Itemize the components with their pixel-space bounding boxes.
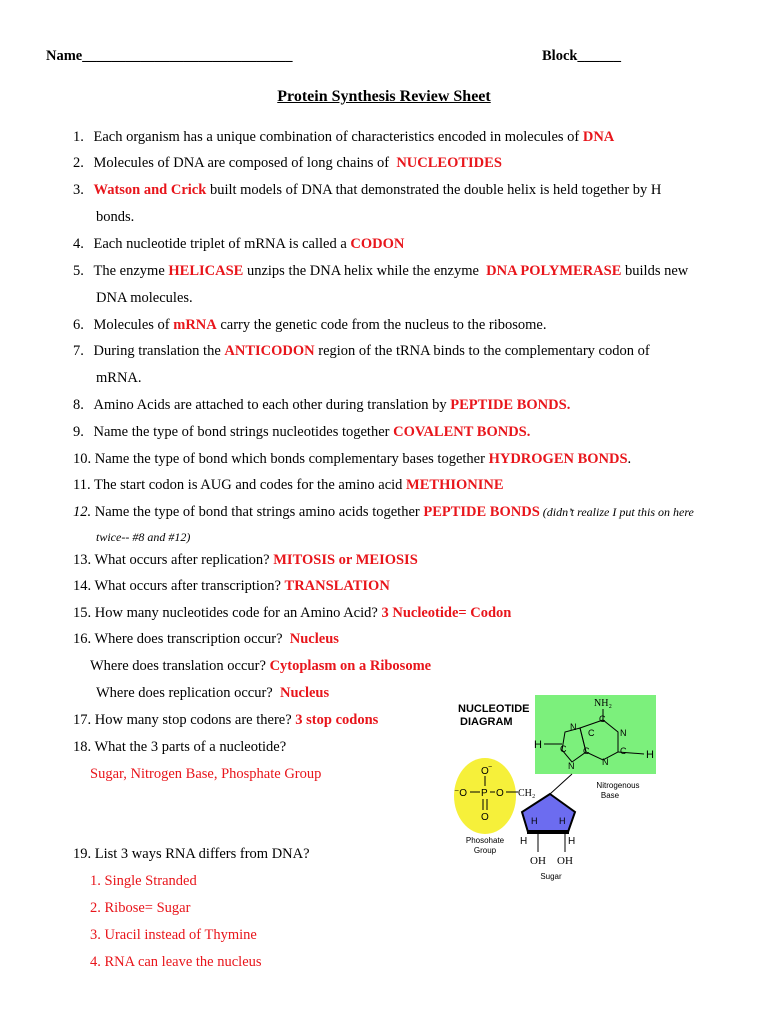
question-15: 15. How many nucleotides code for an Amino Acid? 3 Nucleotide= Codon (73, 605, 512, 621)
phosphate-group-label: Group (473, 846, 497, 855)
atom-label: N (620, 728, 627, 738)
question-7-continuation: mRNA. (96, 370, 142, 386)
diagram-title: NUCLEOTIDE (458, 703, 530, 715)
answer-8: PEPTIDE BONDS. (450, 397, 571, 413)
question-7: 7. During translation the ANTICODON region of the tRNA binds to the complementary codon of (73, 343, 650, 359)
question-11: 11. The start codon is AUG and codes for the amino acid METHIONINE (73, 477, 504, 493)
answer-15: 3 Nucleotide= Codon (381, 605, 512, 621)
question-10: 10. Name the type of bond which bonds complementary bases together HYDROGEN BONDS. (73, 451, 632, 467)
nucleotide-diagram (440, 692, 662, 884)
answer-16a: Nucleus (289, 631, 339, 647)
block-field-label: Block______ (542, 48, 621, 64)
question-18: 18. What the 3 parts of a nucleotide? (73, 739, 287, 755)
question-3-continuation: bonds. (96, 209, 135, 225)
question-13: 13. What occurs after replication? MITOSIS or MEIOSIS (73, 552, 418, 568)
atom-label: H (568, 836, 576, 847)
atom-label: H (520, 836, 528, 847)
answer-19-item: 2. Ribose= Sugar (90, 900, 191, 916)
atom-label: N (602, 757, 609, 767)
answer-10: HYDROGEN BONDS (488, 451, 628, 467)
answer-4: CODON (350, 236, 405, 252)
question-16: 16. Where does transcription occur? Nucleus (73, 631, 339, 647)
question-5-continuation: DNA molecules. (96, 290, 193, 306)
sugar-pentagon (522, 794, 575, 832)
question-12-continuation: twice-- #8 and #12) (96, 530, 191, 544)
oh-label: OH (557, 855, 573, 867)
nitrogenous-base-label: Nitrogenous (596, 781, 640, 790)
question-5: 5. The enzyme HELICASE unzips the DNA helix while the enzyme DNA POLYMERASE builds new (73, 263, 689, 279)
name-field-label: Name_____________________________ (46, 48, 293, 64)
answer-11: METHIONINE (406, 477, 504, 493)
oh-label: OH (530, 855, 546, 867)
question-8: 8. Amino Acids are attached to each other during translation by PEPTIDE BONDS. (73, 397, 571, 413)
ch2-label: CH₂ (518, 788, 536, 799)
atom-label: C (620, 746, 627, 756)
svg-text:⁻O: ⁻O (454, 788, 468, 799)
atom-label: C (599, 714, 606, 724)
atom-label: H (534, 739, 542, 751)
answer-2: NUCLEOTIDES (396, 155, 502, 171)
atom-label: C (560, 744, 567, 754)
answer-3: Watson and Crick (93, 182, 207, 198)
answer-19-item: 1. Single Stranded (90, 873, 197, 889)
answer-17: 3 stop codons (295, 712, 379, 728)
question-17: 17. How many stop codons are there? 3 stop codons (73, 712, 379, 728)
question-16-translation: Where does translation occur? Cytoplasm on a Ribosome (90, 658, 432, 674)
atom-label: H (531, 816, 538, 826)
question-9: 9. Name the type of bond strings nucleotides together COVALENT BONDS. (73, 424, 531, 440)
question-12-note: (didn’t realize I put this on here (539, 505, 694, 519)
answer-13: MITOSIS or MEIOSIS (273, 552, 418, 568)
atom-label: N (570, 722, 577, 732)
atom-label: H (646, 749, 654, 761)
diagram-title: DIAGRAM (460, 716, 513, 728)
question-12: 12. Name the type of bond that strings amino acids together PEPTIDE BONDS (didn’t realize I put this on here (73, 504, 694, 520)
answer-6: mRNA (173, 317, 217, 333)
answer-16c: Nucleus (279, 685, 330, 701)
page-title: Protein Synthesis Review Sheet (277, 88, 491, 105)
svg-text:−: − (488, 764, 493, 771)
question-19: 19. List 3 ways RNA differs from DNA? (73, 846, 310, 862)
question-4: 4. Each nucleotide triplet of mRNA is called a CODON (73, 236, 405, 252)
answer-9: COVALENT BONDS. (393, 424, 531, 440)
answer-7: ANTICODON (224, 343, 315, 359)
answer-19-item: 4. RNA can leave the nucleus (90, 954, 262, 970)
answer-1: DNA (582, 129, 615, 145)
svg-text:O: O (496, 788, 504, 799)
answer-5b: DNA POLYMERASE (486, 263, 622, 279)
question-3: 3. Watson and Crick built models of DNA that demonstrated the double helix is held together by H (73, 182, 662, 198)
atom-label: C (583, 746, 590, 756)
atom-label: C (588, 728, 595, 738)
answer-5a: HELICASE (168, 263, 244, 279)
svg-text:O: O (481, 812, 489, 823)
answer-19-item: 3. Uracil instead of Thymine (90, 927, 257, 943)
svg-text:P: P (481, 788, 488, 799)
question-6: 6. Molecules of mRNA carry the genetic code from the nucleus to the ribosome. (73, 317, 547, 333)
nh2-label: NH₂ (594, 698, 612, 709)
phosphate-group-label: Phosohate (465, 836, 505, 845)
question-2: 2. Molecules of DNA are composed of long chains of NUCLEOTIDES (73, 155, 502, 171)
question-1: 1. Each organism has a unique combination of characteristics encoded in molecules of DNA (73, 129, 615, 145)
atom-label: H (559, 816, 566, 826)
svg-text:O: O (481, 766, 489, 777)
question-16-replication: Where does replication occur? Nucleus (96, 685, 330, 701)
sugar-label: Sugar (540, 872, 562, 881)
answer-14: TRANSLATION (284, 578, 390, 594)
answer-18: Sugar, Nitrogen Base, Phosphate Group (90, 766, 322, 782)
question-14: 14. What occurs after transcription? TRANSLATION (73, 578, 390, 594)
answer-16b: Cytoplasm on a Ribosome (269, 658, 432, 674)
answer-12: PEPTIDE BONDS (423, 504, 540, 520)
nitrogenous-base-label: Base (600, 791, 620, 800)
atom-label: N (568, 761, 575, 771)
